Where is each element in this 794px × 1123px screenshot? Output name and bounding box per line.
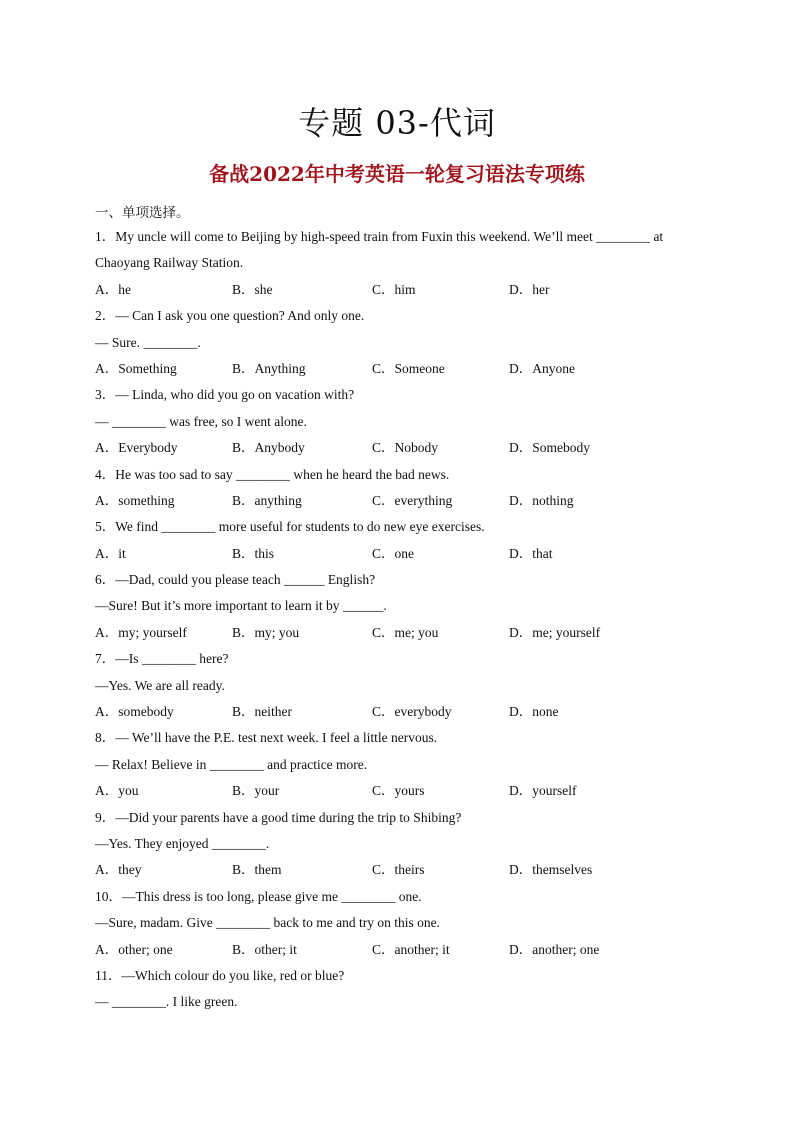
option-choice: A．other; one	[95, 941, 173, 957]
option-choice: D．me; yourself	[509, 624, 601, 640]
question-item	[95, 805, 705, 884]
option-choice: A．my; yourself	[95, 624, 187, 640]
option-choice: D．Anyone	[509, 360, 575, 376]
option-choice: D．nothing	[509, 492, 574, 508]
question-text: 9．—Did your parents have a good time during the trip to Shibing?	[95, 809, 462, 825]
options-row	[95, 435, 705, 461]
options-row	[95, 488, 705, 514]
options-row	[95, 620, 705, 646]
question-text: 10．—This dress is too long, please give me ________ one.	[95, 888, 422, 904]
question-text: —Yes. We are all ready.	[95, 677, 225, 693]
question-text: —Yes. They enjoyed ________.	[95, 835, 270, 851]
option-choice: C．Someone	[372, 360, 445, 376]
option-choice: C．another; it	[372, 941, 450, 957]
option-choice: C．theirs	[372, 862, 425, 878]
question-text: 8．— We’ll have the P.E. test next week. I feel a little nervous.	[95, 730, 438, 746]
option-choice: C．me; you	[372, 624, 439, 640]
option-choice: B．neither	[232, 704, 292, 720]
option-choice: B．other; it	[232, 941, 297, 957]
question-item	[95, 646, 705, 725]
question-text: 4．He was too sad to say ________ when he heard the bad news.	[95, 466, 450, 482]
question-text: —Sure! But it’s more important to learn it by ______.	[95, 598, 387, 614]
option-choice: B．your	[232, 783, 280, 799]
question-text: — ________ was free, so I went alone.	[95, 413, 307, 429]
option-choice: A．somebody	[95, 704, 174, 720]
question-item	[95, 382, 705, 461]
option-choice: A．Everybody	[95, 440, 178, 456]
option-choice: A．they	[95, 862, 142, 878]
page-subtitle: 备战2022年中考英语一轮复习语法专项练	[209, 162, 585, 186]
question-item	[95, 567, 705, 646]
question-text: 5．We find ________ more useful for students to do new eye exercises.	[95, 519, 485, 535]
options-row	[95, 277, 705, 303]
option-choice: B．this	[232, 545, 275, 561]
option-choice: D．none	[509, 704, 559, 720]
option-choice: B．she	[232, 281, 273, 297]
option-choice: A．it	[95, 545, 126, 561]
option-choice: C．everybody	[372, 704, 452, 720]
option-choice: D．her	[509, 281, 550, 297]
question-text: 3．— Linda, who did you go on vacation with?	[95, 387, 355, 403]
option-choice: C．him	[372, 281, 416, 297]
question-item	[95, 514, 705, 567]
question-text: 2．— Can I ask you one question? And only one.	[95, 308, 365, 324]
question-text: Chaoyang Railway Station.	[95, 255, 244, 271]
question-text: 1．My uncle will come to Beijing by high-speed train from Fuxin this weekend. We’ll meet ________ at	[95, 229, 664, 244]
options-row	[95, 541, 705, 567]
question-text: 6．—Dad, could you please teach ______ English?	[95, 572, 376, 588]
question-item	[95, 224, 705, 303]
question-item	[95, 884, 705, 963]
question-item	[95, 963, 705, 1016]
page-title: 专题 03-代词	[298, 104, 496, 142]
options-row	[95, 778, 705, 804]
option-choice: B．Anything	[232, 360, 306, 376]
option-choice: C．everything	[372, 492, 453, 508]
question-text: 11．—Which colour do you like, red or blue?	[95, 967, 345, 983]
question-text: — Sure. ________.	[95, 334, 201, 350]
question-text: — ________. I like green.	[95, 994, 238, 1010]
option-choice: C．Nobody	[372, 440, 439, 456]
options-row	[95, 937, 705, 963]
question-item	[95, 725, 705, 804]
question-list	[95, 224, 705, 1016]
option-choice: D．yourself	[509, 783, 577, 799]
question-text: — Relax! Believe in ________ and practice more.	[95, 756, 368, 772]
option-choice: A．you	[95, 783, 139, 799]
section-heading: 一、单项选择。	[95, 205, 190, 221]
question-item	[95, 462, 705, 515]
option-choice: B．Anybody	[232, 440, 305, 456]
option-choice: A．something	[95, 492, 175, 508]
option-choice: D．themselves	[509, 862, 593, 878]
question-item	[95, 303, 705, 382]
option-choice: D．another; one	[509, 941, 600, 957]
option-choice: B．my; you	[232, 624, 300, 640]
options-row	[95, 857, 705, 883]
option-choice: B．them	[232, 862, 282, 878]
option-choice: B．anything	[232, 492, 302, 508]
option-choice: C．yours	[372, 783, 425, 799]
option-choice: A．he	[95, 281, 131, 297]
question-text: 7．—Is ________ here?	[95, 651, 229, 667]
question-text: —Sure, madam. Give ________ back to me and try on this one.	[95, 915, 440, 931]
option-choice: D．that	[509, 545, 553, 561]
options-row	[95, 699, 705, 725]
option-choice: A．Something	[95, 360, 177, 376]
options-row	[95, 356, 705, 382]
option-choice: C．one	[372, 545, 414, 561]
option-choice: D．Somebody	[509, 440, 590, 456]
